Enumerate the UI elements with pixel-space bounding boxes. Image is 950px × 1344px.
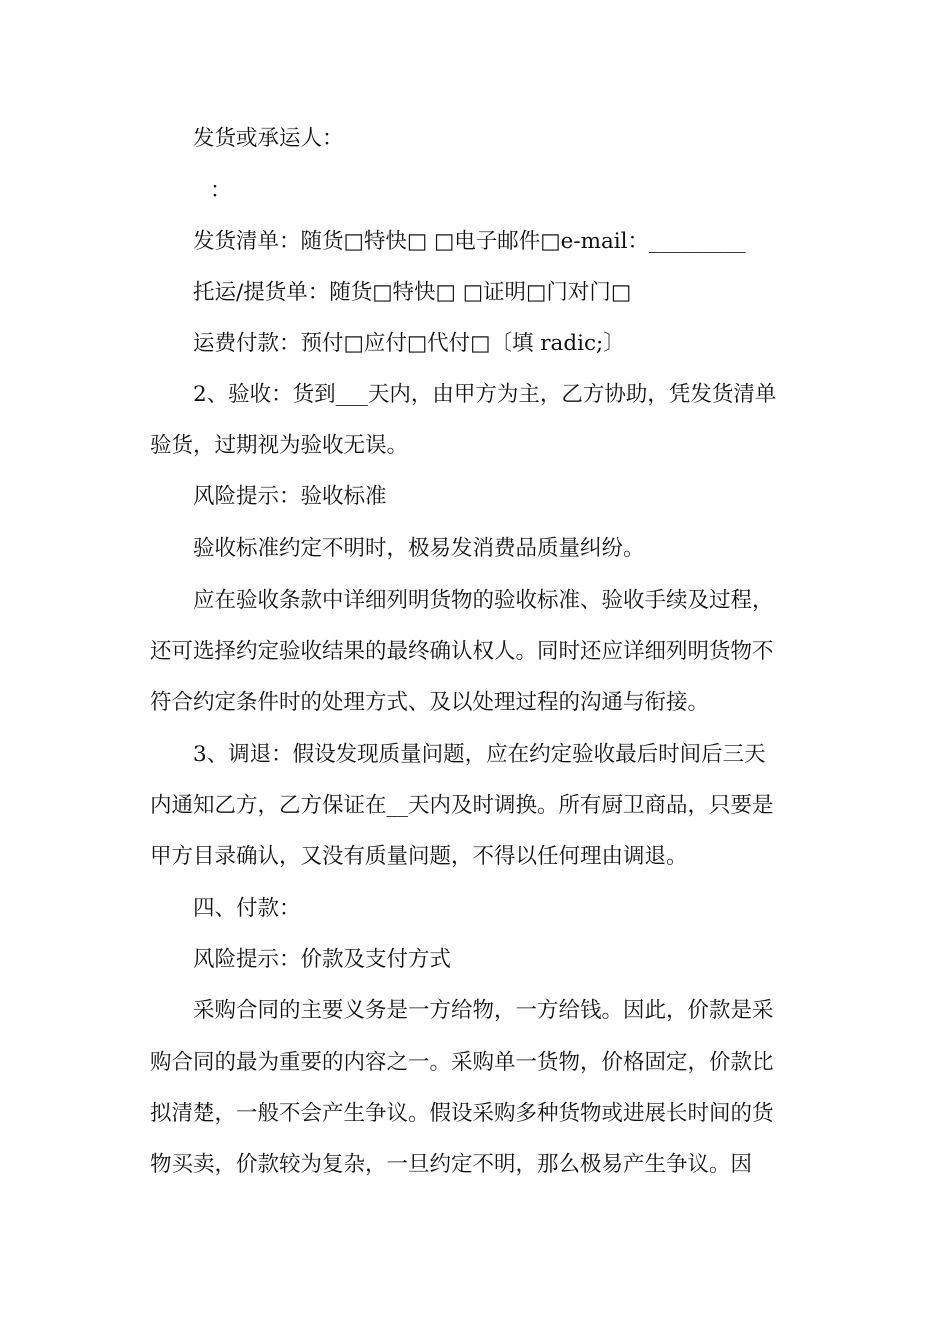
section-payment-heading: 四、付款： (193, 896, 301, 921)
return-clause-line-3: 甲方目录确认，又没有质量问题，不得以任何理由调退。 (150, 844, 688, 869)
risk-tip-acceptance-heading: 风险提示：验收标准 (193, 484, 387, 509)
acceptance-clause-line-1: 2、验收：货到___天内，由甲方为主，乙方协助，凭发货清单 (193, 382, 777, 407)
shipper-carrier-line: 发货或承运人： (193, 126, 344, 151)
acceptance-advice-line-2: 还可选择约定验收结果的最终确认权人。同时还应详细列明货物不 (150, 639, 774, 664)
acceptance-advice-line-1: 应在验收条款中详细列明货物的验收标准、验收手续及过程， (193, 588, 774, 613)
consignment-line: 托运/提货单：随货□特快□ □证明□门对门□ (193, 280, 632, 305)
risk-tip-price-heading: 风险提示：价款及支付方式 (193, 947, 452, 972)
shipping-list-line: 发货清单：随货□特快□ □电子邮件□e-mail：_________ (193, 229, 746, 254)
risk-tip-acceptance-text: 验收标准约定不明时，极易发消费品质量纠纷。 (193, 536, 645, 561)
return-clause-line-2: 内通知乙方，乙方保证在__天内及时调换。所有厨卫商品，只要是 (150, 793, 774, 818)
acceptance-clause-line-2: 验货，过期视为验收无误。 (150, 433, 409, 458)
acceptance-advice-line-3: 符合约定条件时的处理方式、及以处理过程的沟通与衔接。 (150, 690, 710, 715)
price-paragraph-line-1: 采购合同的主要义务是一方给物，一方给钱。因此，价款是采 (193, 998, 774, 1023)
price-paragraph-line-4: 物买卖，价款较为复杂，一旦约定不明，那么极易产生争议。因 (150, 1152, 753, 1177)
freight-payment-line: 运费付款：预付□应付□代付□〔填 radic;〕 (193, 331, 625, 356)
return-clause-line-1: 3、调退：假设发现质量问题，应在约定验收最后时间后三天 (193, 742, 766, 767)
colon-line: ： (210, 178, 232, 203)
price-paragraph-line-3: 拟清楚，一般不会产生争议。假设采购多种货物或进展长时间的货 (150, 1101, 774, 1126)
price-paragraph-line-2: 购合同的最为重要的内容之一。采购单一货物，价格固定，价款比 (150, 1050, 774, 1075)
